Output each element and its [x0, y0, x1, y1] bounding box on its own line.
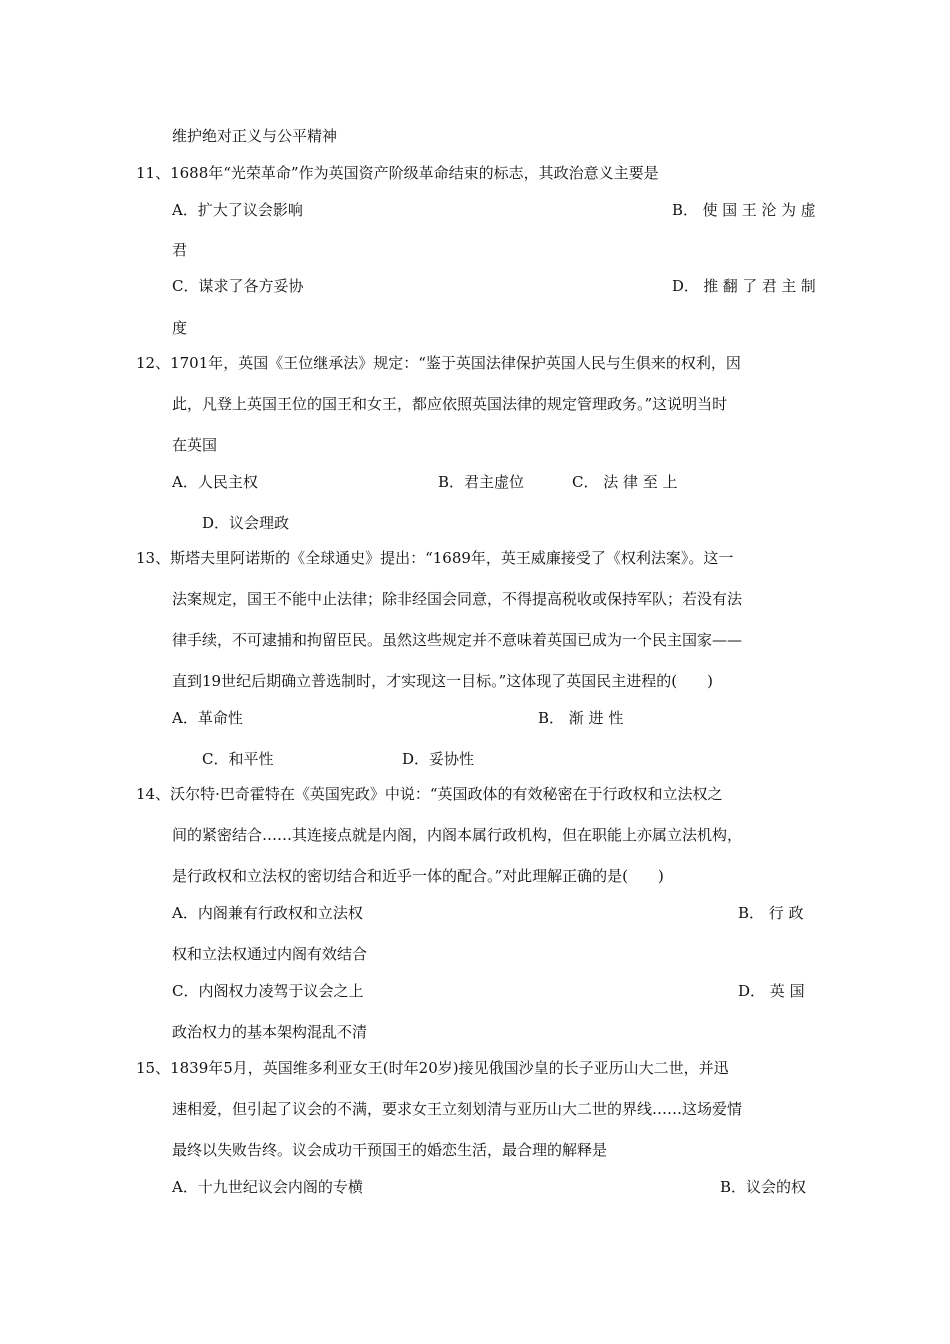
question-11-stem: 11、1688年“光荣革命”作为英国资产阶级革命结束的标志，其政治意义主要是: [136, 164, 659, 182]
question-14-stem-line2: 间的紧密结合……其连接点就是内阁，内阁本属行政机构，但在职能上亦属立法机构，: [172, 826, 743, 844]
question-14-option-b-cont: 权和立法权通过内阁有效结合: [172, 945, 368, 963]
question-13-stem-line2: 法案规定，国王不能中止法律；除非经国会同意，不得提高税收或保持军队；若没有法: [172, 590, 743, 608]
question-15-option-b: B．议会的权: [720, 1178, 807, 1196]
question-13-option-b: B． 渐 进 性: [538, 709, 624, 727]
question-12-option-a: A．人民主权: [172, 473, 258, 491]
question-15-stem-line3: 最终以失败告终。议会成功干预国王的婚恋生活，最合理的解释是: [172, 1141, 608, 1159]
question-14-stem-line3: 是行政权和立法权的密切结合和近乎一体的配合。”对此理解正确的是( ): [172, 867, 664, 885]
question-14-option-b: B． 行 政: [738, 904, 804, 922]
question-14-stem-line1: 14、沃尔特·巴奇霍特在《英国宪政》中说：“英国政体的有效秘密在于行政权和立法权之: [136, 785, 723, 803]
question-15-option-a: A．十九世纪议会内阁的专横: [172, 1178, 363, 1196]
question-12-stem-line2: 此，凡登上英国王位的国王和女王，都应依照英国法律的规定管理政务。”这说明当时: [172, 395, 728, 413]
question-13-stem-line1: 13、斯塔夫里阿诺斯的《全球通史》提出：“1689年，英王威廉接受了《权利法案》。这一: [136, 549, 734, 567]
question-14-option-a: A．内阁兼有行政权和立法权: [172, 904, 363, 922]
question-12-option-b: B．君主虚位: [438, 473, 525, 491]
question-12-stem-line3: 在英国: [172, 436, 218, 454]
question-11-option-d: D． 推 翻 了 君 主 制: [672, 277, 816, 295]
question-11-option-a: A．扩大了议会影响: [172, 201, 303, 219]
question-12-stem-line1: 12、1701年，英国《王位继承法》规定：“鉴于英国法律保护英国人民与生俱来的权利，因: [136, 354, 741, 372]
question-13-option-c: C．和平性: [202, 750, 274, 768]
question-13-option-d: D．妥协性: [402, 750, 475, 768]
question-11-option-c: C．谋求了各方妥协: [172, 277, 304, 295]
question-12-option-c: C． 法 律 至 上: [572, 473, 678, 491]
question-13-stem-line4: 直到19世纪后期确立普选制时，才实现这一目标。”这体现了英国民主进程的( ): [172, 672, 713, 690]
question-13-stem-line3: 律手续，不可逮捕和拘留臣民。虽然这些规定并不意味着英国已成为一个民主国家——: [172, 631, 743, 649]
question-15-stem-line1: 15、1839年5月，英国维多利亚女王(时年20岁)接见俄国沙皇的长子亚历山大二世，并迅: [136, 1059, 729, 1077]
question-11-option-b-cont: 君: [172, 241, 188, 259]
question-14-option-c: C．内阁权力凌驾于议会之上: [172, 982, 364, 1000]
question-14-option-d-cont: 政治权力的基本架构混乱不清: [172, 1023, 368, 1041]
question-15-stem-line2: 速相爱，但引起了议会的不满，要求女王立刻划清与亚历山大二世的界线……这场爱情: [172, 1100, 743, 1118]
question-13-option-a: A．革命性: [172, 709, 243, 727]
question-11-option-b: B． 使 国 王 沦 为 虚: [672, 201, 816, 219]
text-line: 维护绝对正义与公平精神: [172, 127, 338, 145]
question-14-option-d: D． 英 国: [738, 982, 805, 1000]
question-12-option-d: D．议会理政: [202, 514, 290, 532]
question-11-option-d-cont: 度: [172, 319, 188, 337]
